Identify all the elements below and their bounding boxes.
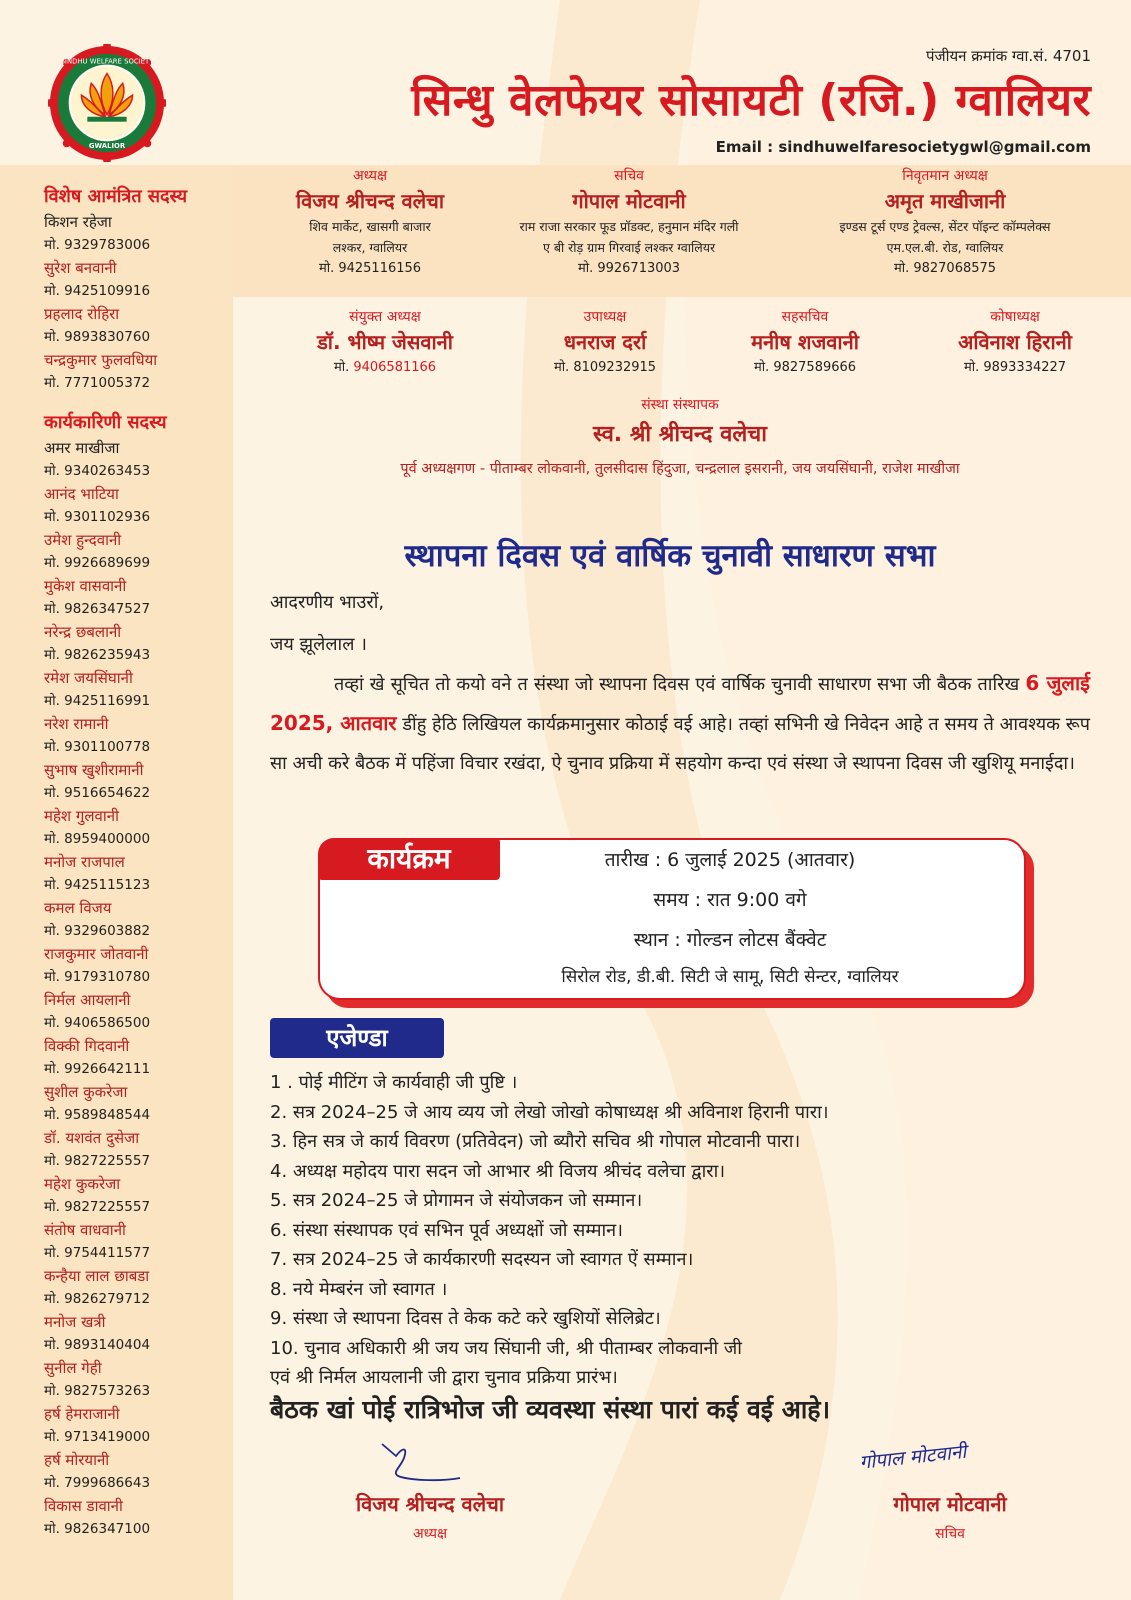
member-name: सुशील कुकरेजा [44,1083,128,1101]
office-bearer-joint-president [285,307,485,378]
member-name: चन्द्रकुमार फुलवधिया [44,351,158,369]
registration-number: पंजीयन क्रमांक ग्वा.सं. 4701 [925,47,1091,65]
agenda-item: 4. अध्यक्ष महोदय पारा सदन जो आभार श्री विजय श्रीचंद वलेचा द्वारा। [270,1160,726,1182]
member-phone: मो. 7771005372 [44,375,151,391]
office-bearer-name: विजय श्रीचन्द वलेचा [295,189,445,213]
office-bearer-role: सचिव [614,168,644,184]
office-bearer-name: गोपाल मोटवानी [572,189,686,213]
secretary-signatory-role: सचिव [935,1526,965,1542]
member-name: महेश गुलवानी [44,807,119,825]
special-members-heading: विशेष आमंत्रित सदस्य [44,186,188,207]
member-name: मनोज खत्री [44,1313,106,1331]
office-bearer-phone: मो. 9425116156 [318,261,422,276]
logo-text-bottom: GWALIOR [88,142,126,151]
organization-title: सिन्धु वेलफेयर सोसायटी (रजि.) ग्वालियर [411,75,1091,126]
office-bearer-role: अध्यक्ष [352,168,388,184]
secretary-signatory-name: गोपाल मोटवानी [893,1492,1007,1516]
program-address: सिरोल रोड, डी.बी. सिटी जे सामू, सिटी सेन्टर, ग्वालियर [561,967,899,987]
office-bearer-name: मनीष शजवानी [751,330,859,354]
office-bearer-role: निवृतमान अध्यक्ष [902,168,988,184]
office-bearer-role: संयुक्त अध्यक्ष [349,309,421,325]
member-name: नरेश रामानी [44,715,109,733]
salutation: आदरणीय भाउरों, [270,592,385,613]
member-name: सुभाष खुशीरामानी [44,761,144,779]
office-bearer-name: डॉ. भीष्म जेसवानी [317,330,453,354]
member-phone: मो. 8959400000 [44,831,151,847]
member-phone: मो. 9893830760 [44,329,151,345]
member-phone: मो. 9754411577 [44,1245,151,1261]
member-sidebar-list [44,183,234,1541]
office-bearer-phone: मो. 9827589666 [753,360,857,375]
office-bearer-former-president [800,166,1090,279]
email-address: Email : sindhuwelfaresocietygwl@gmail.com [715,138,1091,156]
program-venue: स्थान : गोल्डन लोटस बैंक्वेट [633,929,827,951]
member-phone: मो. 9893140404 [44,1337,151,1353]
office-bearer-vice-president [515,307,695,378]
member-name: कमल विजय [44,899,112,917]
special-members-list [44,211,234,395]
program-date: तारीख : 6 जुलाई 2025 (आतवार) [604,849,856,871]
office-bearer-address-line: ए बी रोड़ ग्राम गिरवाई लश्कर ग्वालियर [542,240,716,255]
member-name: कन्हैया लाल छाबडा [44,1267,150,1285]
secretary-signature: गोपाल मोटवानी [858,1440,968,1474]
member-name: उमेश हुन्दवानी [44,531,122,549]
program-time: समय : रात 9:00 वगे [653,889,807,911]
agenda-item: 9. संस्था जे स्थापना दिवस ते केक कटे करे खुशियों सेलिब्रेट। [270,1308,661,1329]
past-presidents: पूर्व अध्यक्षगण - पीताम्बर लोकवानी, तुलसीदास हिंदुजा, चन्द्रलाल इसरानी, जय जयसिंघानी, राजेश माखीजा [400,461,960,477]
member-name: विक्की गिदवानी [44,1037,130,1055]
member-phone: मो. 9329603882 [44,923,151,939]
closing-note: बैठक खां पोई रात्रिभोज जी व्यवस्था संस्था पारां कई वई आहे। [270,1395,831,1424]
member-phone: मो. 9425109916 [44,283,151,299]
greeting: जय झूलेलाल । [270,634,367,655]
member-name: निर्मल आयलानी [44,991,131,1009]
agenda-item: 10. चुनाव अधिकारी श्री जय जय सिंघानी जी, श्री पीताम्बर लोकवानी जी [270,1337,742,1359]
office-bearer-joint-secretary [715,307,895,378]
member-name: सुरेश बनवानी [44,259,117,277]
office-bearer-name: अविनाश हिरानी [958,330,1072,354]
member-phone: मो. 9826347527 [44,601,151,617]
member-name: संतोष वाधवानी [44,1221,126,1239]
member-phone: मो. 9340263453 [44,463,151,479]
office-bearer-address-line: इण्डस टूर्स एण्ड ट्रेवल्स, सेंटर पॉइन्ट कॉम्पलेक्स [839,219,1051,234]
agenda-item: 8. नये मेम्बरंन जो स्वागत । [270,1278,448,1300]
agenda-badge: एजेण्डा [270,1018,444,1058]
office-bearer-president [250,166,490,279]
office-bearer-address-line: राम राजा सरकार फूड प्रॉडक्ट, हनुमान मंदिर गली [519,219,739,234]
member-name: हर्ष हेमराजानी [44,1405,120,1423]
member-name: राजकुमार जोतवानी [44,945,149,963]
agenda-item: एवं श्री निर्मल आयलानी जी द्वारा चुनाव प्रक्रिया प्रारंभ। [270,1367,618,1388]
member-phone: मो. 9827573263 [44,1383,151,1399]
member-name: डॉ. यशवंत दुसेजा [44,1129,140,1147]
member-phone: मो. 9425115123 [44,877,151,893]
office-bearer-treasurer [925,307,1105,378]
member-phone: मो. 9301100778 [44,739,151,755]
office-bearer-role: उपाध्यक्ष [583,309,627,325]
member-phone: मो. 9516654622 [44,785,151,801]
member-phone: मो. 9827225557 [44,1153,151,1169]
society-logo [48,44,166,162]
member-phone: मो. 7999686643 [44,1475,151,1491]
president-signatory-name: विजय श्रीचन्द वलेचा [355,1492,505,1516]
founder-role: संस्था संस्थापक [641,397,719,413]
office-bearer-role: सहसचिव [781,309,829,325]
agenda-item: 7. सत्र 2024–25 जे कार्यकारणी सदस्यन जो स्वागत ऐं सम्मान। [270,1249,694,1270]
agenda-item: 3. हिन सत्र जे कार्य विवरण (प्रतिवेदन) जो ब्यौरो सचिव श्री गोपाल मोटवानी पारा। [270,1131,801,1152]
member-phone: मो. 9926642111 [44,1061,151,1077]
member-phone: मो. 9406586500 [44,1015,151,1031]
office-bearer-address-line: एम.एल.बी. रोड, ग्वालियर [886,240,1004,255]
member-phone: मो. 9827225557 [44,1199,151,1215]
member-phone: मो. 9926689699 [44,555,151,571]
office-bearer-address-line: लश्कर, ग्वालियर [332,240,408,255]
member-phone: मो. 9425116991 [44,693,151,709]
office-bearer-phone: मो. 9406581166 [333,360,437,375]
member-sidebar [0,165,233,1600]
member-name: किशन रहेजा [44,213,112,231]
member-phone: मो. 9179310780 [44,969,151,985]
agenda-list [270,1068,1090,1393]
logo-text-top: SINDHU WELFARE SOCIETY [60,57,154,66]
event-title: स्थापना दिवस एवं वार्षिक चुनावी साधारण सभा [404,538,936,574]
office-bearer-name: अमृत माखीजानी [884,189,1006,213]
president-signatory-role: अध्यक्ष [412,1526,448,1542]
member-phone: मो. 9826235943 [44,647,151,663]
agenda-item: 1 . पोई मीटिंग जे कार्यवाही जी पुष्टि । [270,1072,518,1093]
office-bearer-secretary [484,166,774,279]
office-bearer-phone: मो. 9893334227 [963,360,1067,375]
member-phone: मो. 9713419000 [44,1429,151,1445]
member-name: विकास डावानी [44,1497,123,1515]
member-phone: मो. 9589848544 [44,1107,151,1123]
office-bearer-address-line: शिव मार्केट, खासगी बाजार [309,219,431,234]
member-phone: मो. 9329783006 [44,237,151,253]
member-name: हर्ष मोरयानी [44,1451,110,1469]
office-bearer-phone: मो. 9827068575 [893,261,997,276]
member-phone: मो. 9301102936 [44,509,151,525]
event-date-highlight: 6 जुलाई 2025, आतवार [270,671,1090,735]
member-name: नरेन्द्र छबलानी [44,623,122,641]
office-bearer-phone: मो. 9926713003 [577,261,681,276]
executive-members-heading: कार्यकारिणी सदस्य [44,412,167,433]
member-name: अमर माखीजा [44,439,120,457]
member-name: मुकेश वासवानी [44,577,127,595]
member-name: प्रहलाद रोहिरा [44,305,120,323]
office-bearer-name: धनराज दर्रा [563,330,647,354]
office-bearer-role: कोषाध्यक्ष [990,309,1040,325]
member-name: आनंद भाटिया [44,485,119,503]
agenda-item: 2. सत्र 2024–25 जे आय व्यय जो लेखो जोखो कोषाध्यक्ष श्री अविनाश हिरानी पारा। [270,1101,829,1123]
agenda-item: 6. संस्था संस्थापक एवं सभिन पूर्व अध्यक्षों जो सम्मान। [270,1219,623,1241]
program-badge: कार्यक्रम [318,838,500,880]
member-name: सुनील गेही [44,1359,102,1377]
invitation-paragraph: तव्हां खे सूचित तो कयो वने त संस्था जो स्थापना दिवस एवं वार्षिक चुनावी साधारण सभा जी बैठक तारिख 6 जुलाई 2025, आतवार डींहु हेठि लिखियल कार्यक्रमानुसार कोठाई वई आहे। तव्हां सभिनी खे निवेदन आहे त समय ते आवश्यक रूप सा अची करे बैठक में पहिंजा विचार रखंदा, ऐ चुनाव प्रक्रिया में सहयोग कन्दा एवं संस्था जे स्थापना दिवस जी खुशियू मनाईदा। [270,671,1090,774]
agenda-item: 5. सत्र 2024–25 जे प्रोगामन जे संयोजकन जो सम्मान। [270,1190,643,1211]
member-name: महेश कुकरेजा [44,1175,121,1193]
founder-name: स्व. श्री श्रीचन्द वलेचा [593,422,767,447]
executive-members-list [44,437,234,1541]
member-name: मनोज राजपाल [44,853,125,871]
president-signature [378,1438,468,1488]
member-name: रमेश जयसिंघानी [44,669,133,687]
member-phone: मो. 9826347100 [44,1521,151,1537]
member-phone: मो. 9826279712 [44,1291,151,1307]
office-bearer-phone: मो. 8109232915 [553,360,657,375]
